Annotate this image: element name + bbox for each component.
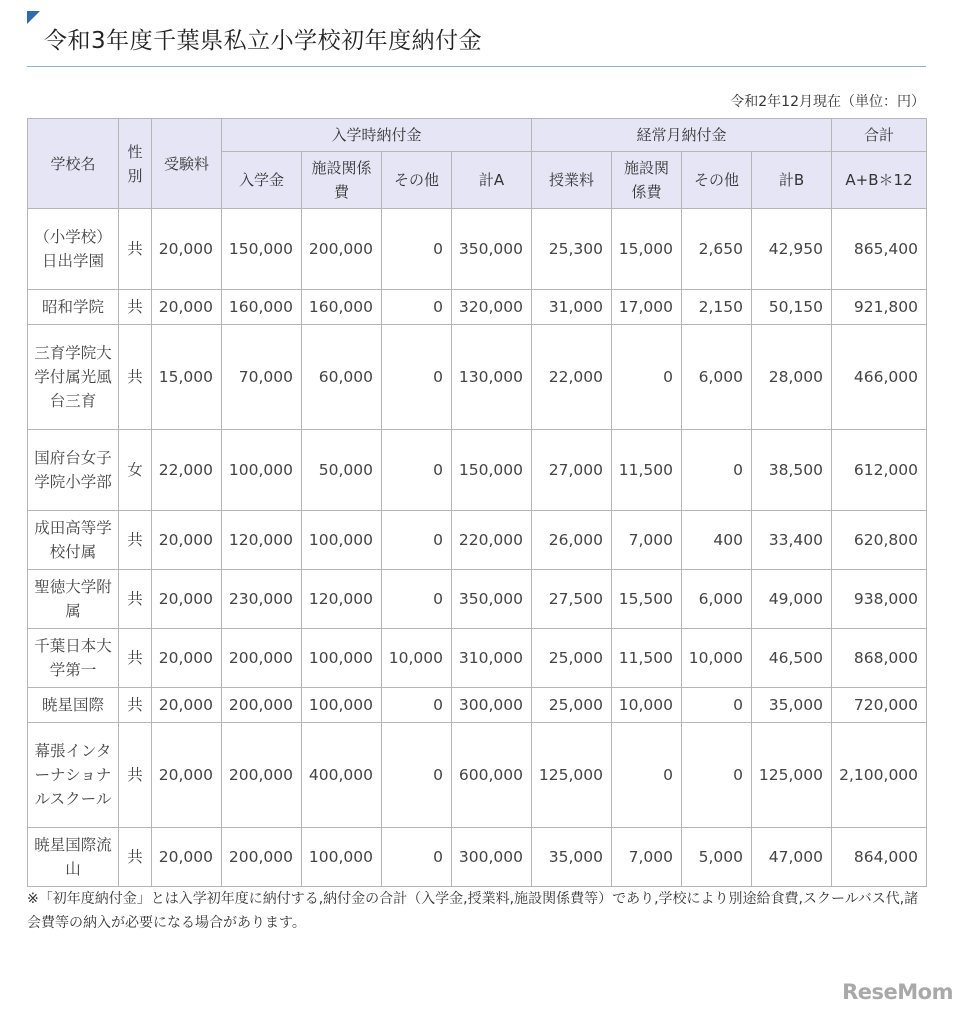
header-exam-fee: 受験料	[152, 119, 222, 209]
other-fee: 0	[382, 430, 452, 511]
other-monthly: 2,650	[682, 209, 752, 290]
other-monthly: 2,150	[682, 290, 752, 325]
gender: 共	[119, 209, 152, 290]
exam-fee: 20,000	[152, 629, 222, 688]
tuition: 125,000	[532, 723, 612, 828]
other-monthly: 10,000	[682, 629, 752, 688]
tuition: 35,000	[532, 828, 612, 887]
total: 620,800	[832, 511, 927, 570]
table-row	[28, 325, 927, 430]
header-subtotal-a: 計A	[452, 152, 532, 209]
subtotal-b: 35,000	[752, 688, 832, 723]
subtotal-a: 600,000	[452, 723, 532, 828]
total: 466,000	[832, 325, 927, 430]
other-fee: 0	[382, 570, 452, 629]
facility-monthly: 17,000	[612, 290, 682, 325]
tuition: 31,000	[532, 290, 612, 325]
facility-fee: 100,000	[302, 828, 382, 887]
gender: 共	[119, 688, 152, 723]
title-divider	[27, 66, 926, 67]
school-name: 国府台女子学院小学部	[28, 430, 119, 511]
admission-fee: 230,000	[222, 570, 302, 629]
subtotal-b: 46,500	[752, 629, 832, 688]
subtotal-a: 310,000	[452, 629, 532, 688]
facility-fee: 100,000	[302, 629, 382, 688]
header-facility-monthly: 施設関係費	[612, 152, 682, 209]
other-monthly: 400	[682, 511, 752, 570]
other-monthly: 5,000	[682, 828, 752, 887]
other-fee: 0	[382, 290, 452, 325]
exam-fee: 20,000	[152, 290, 222, 325]
school-name: 千葉日本大学第一	[28, 629, 119, 688]
school-name: 幕張インターナショナルスクール	[28, 723, 119, 828]
total: 864,000	[832, 828, 927, 887]
tuition: 22,000	[532, 325, 612, 430]
admission-fee: 160,000	[222, 290, 302, 325]
table-header	[28, 119, 927, 209]
gender: 女	[119, 430, 152, 511]
as-of-date: 令和2年12月現在（単位：円）	[730, 94, 925, 110]
school-name: 暁星国際	[28, 688, 119, 723]
other-fee: 10,000	[382, 629, 452, 688]
subtotal-a: 150,000	[452, 430, 532, 511]
table-row	[28, 209, 927, 290]
admission-fee: 120,000	[222, 511, 302, 570]
exam-fee: 15,000	[152, 325, 222, 430]
admission-fee: 200,000	[222, 723, 302, 828]
total: 938,000	[832, 570, 927, 629]
total: 2,100,000	[832, 723, 927, 828]
total: 921,800	[832, 290, 927, 325]
facility-fee: 120,000	[302, 570, 382, 629]
facility-monthly: 7,000	[612, 828, 682, 887]
footnote: ※「初年度納付金」とは入学初年度に納付する,納付金の合計（入学金,授業料,施設関係費等）であり,学校により別途給食費,スクールバス代,諸会費等の納入が必要になる場合があります。	[27, 891, 919, 931]
facility-fee: 60,000	[302, 325, 382, 430]
resemom-logo: ReseMom	[842, 980, 953, 1004]
tuition: 25,000	[532, 688, 612, 723]
subtotal-b: 33,400	[752, 511, 832, 570]
total: 865,400	[832, 209, 927, 290]
fee-table	[27, 118, 927, 887]
school-name: 昭和学院	[28, 290, 119, 325]
other-monthly: 0	[682, 688, 752, 723]
school-name: 暁星国際流山	[28, 828, 119, 887]
subtotal-b: 28,000	[752, 325, 832, 430]
school-name: 聖徳大学附属	[28, 570, 119, 629]
table-row	[28, 570, 927, 629]
header-gender: 性別	[119, 119, 152, 209]
header-other: その他	[382, 152, 452, 209]
header-facility-fee: 施設関係費	[302, 152, 382, 209]
subtotal-a: 300,000	[452, 828, 532, 887]
admission-fee: 150,000	[222, 209, 302, 290]
other-fee: 0	[382, 209, 452, 290]
header-monthly-group: 経常月納付金	[532, 119, 832, 152]
school-name: 三育学院大学付属光風台三育	[28, 325, 119, 430]
facility-monthly: 11,500	[612, 430, 682, 511]
facility-monthly: 0	[612, 723, 682, 828]
total: 720,000	[832, 688, 927, 723]
subtotal-b: 42,950	[752, 209, 832, 290]
subtotal-a: 300,000	[452, 688, 532, 723]
other-fee: 0	[382, 511, 452, 570]
subtotal-a: 220,000	[452, 511, 532, 570]
table-row	[28, 290, 927, 325]
exam-fee: 20,000	[152, 511, 222, 570]
other-monthly: 0	[682, 723, 752, 828]
subtotal-a: 130,000	[452, 325, 532, 430]
exam-fee: 22,000	[152, 430, 222, 511]
table-row	[28, 511, 927, 570]
exam-fee: 20,000	[152, 570, 222, 629]
other-fee: 0	[382, 828, 452, 887]
subtotal-b: 47,000	[752, 828, 832, 887]
facility-fee: 50,000	[302, 430, 382, 511]
gender: 共	[119, 570, 152, 629]
subtotal-b: 49,000	[752, 570, 832, 629]
facility-monthly: 0	[612, 325, 682, 430]
total: 868,000	[832, 629, 927, 688]
table-row	[28, 828, 927, 887]
gender: 共	[119, 723, 152, 828]
title-corner-marker	[27, 11, 40, 24]
other-monthly: 6,000	[682, 325, 752, 430]
school-name: （小学校）日出学園	[28, 209, 119, 290]
admission-fee: 200,000	[222, 629, 302, 688]
gender: 共	[119, 290, 152, 325]
header-total-formula: A+B＊12	[832, 152, 927, 209]
subtotal-b: 125,000	[752, 723, 832, 828]
admission-fee: 200,000	[222, 688, 302, 723]
admission-fee: 100,000	[222, 430, 302, 511]
tuition: 25,000	[532, 629, 612, 688]
gender: 共	[119, 511, 152, 570]
header-tuition: 授業料	[532, 152, 612, 209]
header-school: 学校名	[28, 119, 119, 209]
tuition: 27,000	[532, 430, 612, 511]
exam-fee: 20,000	[152, 828, 222, 887]
table-body	[28, 209, 927, 887]
subtotal-b: 38,500	[752, 430, 832, 511]
header-total-group: 合計	[832, 119, 927, 152]
facility-monthly: 10,000	[612, 688, 682, 723]
table-row	[28, 629, 927, 688]
header-subtotal-b: 計B	[752, 152, 832, 209]
other-monthly: 0	[682, 430, 752, 511]
header-admission-group: 入学時納付金	[222, 119, 532, 152]
table-row	[28, 723, 927, 828]
page-title: 令和3年度千葉県私立小学校初年度納付金	[44, 28, 483, 54]
facility-monthly: 15,000	[612, 209, 682, 290]
subtotal-a: 350,000	[452, 570, 532, 629]
facility-fee: 100,000	[302, 688, 382, 723]
header-other-monthly: その他	[682, 152, 752, 209]
facility-fee: 160,000	[302, 290, 382, 325]
table-row	[28, 688, 927, 723]
tuition: 26,000	[532, 511, 612, 570]
other-fee: 0	[382, 723, 452, 828]
tuition: 27,500	[532, 570, 612, 629]
facility-fee: 200,000	[302, 209, 382, 290]
other-fee: 0	[382, 688, 452, 723]
facility-fee: 400,000	[302, 723, 382, 828]
school-name: 成田高等学校付属	[28, 511, 119, 570]
facility-monthly: 11,500	[612, 629, 682, 688]
exam-fee: 20,000	[152, 688, 222, 723]
table-row	[28, 430, 927, 511]
other-fee: 0	[382, 325, 452, 430]
exam-fee: 20,000	[152, 723, 222, 828]
facility-fee: 100,000	[302, 511, 382, 570]
subtotal-a: 320,000	[452, 290, 532, 325]
facility-monthly: 15,500	[612, 570, 682, 629]
other-monthly: 6,000	[682, 570, 752, 629]
header-admission-fee: 入学金	[222, 152, 302, 209]
facility-monthly: 7,000	[612, 511, 682, 570]
gender: 共	[119, 629, 152, 688]
gender: 共	[119, 325, 152, 430]
subtotal-b: 50,150	[752, 290, 832, 325]
tuition: 25,300	[532, 209, 612, 290]
admission-fee: 200,000	[222, 828, 302, 887]
total: 612,000	[832, 430, 927, 511]
gender: 共	[119, 828, 152, 887]
admission-fee: 70,000	[222, 325, 302, 430]
subtotal-a: 350,000	[452, 209, 532, 290]
exam-fee: 20,000	[152, 209, 222, 290]
